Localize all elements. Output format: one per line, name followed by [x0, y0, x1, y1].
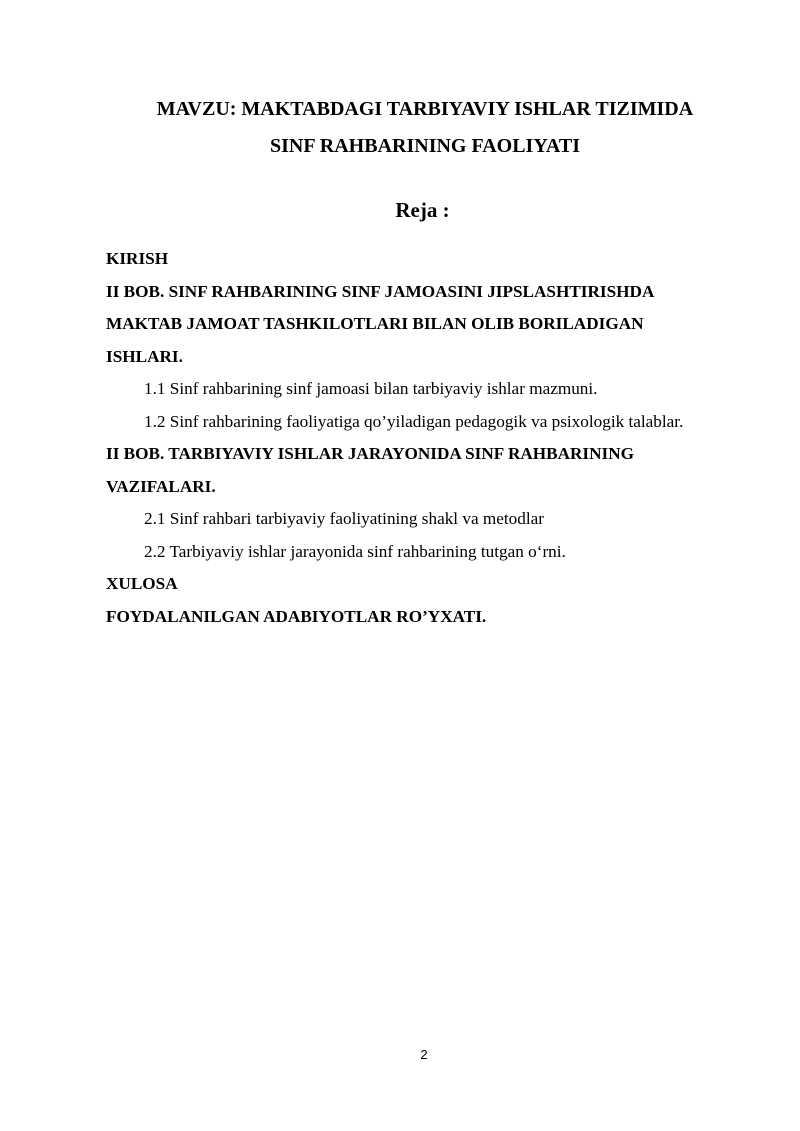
toc-conclusion: XULOSA: [106, 574, 178, 593]
toc-chapter1-line2: MAKTAB JAMOAT TASHKILOTLARI BILAN OLIB BORILADIGAN: [106, 314, 644, 333]
toc-section-2-1: 2.1 Sinf rahbari tarbiyaviy faoliyatining shakl va metodlar: [144, 509, 544, 528]
toc-section-2-2: 2.2 Tarbiyaviy ishlar jarayonida sinf rahbarining tutgan o‘rni.: [144, 541, 566, 561]
title-line-1: MAVZU: MAKTABDAGI TARBIYAVIY ISHLAR TIZIMIDA: [156, 98, 694, 120]
toc-intro: KIRISH: [106, 249, 169, 268]
table-of-contents: [106, 243, 766, 633]
page-number: 2: [420, 1047, 428, 1062]
toc-chapter1-line3: ISHLARI.: [106, 346, 183, 366]
plan-heading: Reja :: [395, 198, 450, 222]
toc-chapter2-line2: VAZIFALARI.: [106, 476, 216, 496]
toc-section-1-1: 1.1 Sinf rahbarining sinf jamoasi bilan tarbiyaviy ishlar mazmuni.: [144, 379, 598, 398]
toc-references: FOYDALANILGAN ADABIYOTLAR RO’YXATI.: [106, 606, 487, 626]
toc-chapter2-line1: II BOB. TARBIYAVIY ISHLAR JARAYONIDA SINF RAHBARINING: [106, 444, 634, 463]
toc-chapter1-line1: II BOB. SINF RAHBARINING SINF JAMOASINI JIPSLASHTIRISHDA: [106, 281, 655, 301]
toc-section-1-2: 1.2 Sinf rahbarining faoliyatiga qo’yiladigan pedagogik va psixologik talablar.: [144, 411, 684, 431]
title-line-2: SINF RAHBARINING FAOLIYATI: [269, 135, 581, 157]
